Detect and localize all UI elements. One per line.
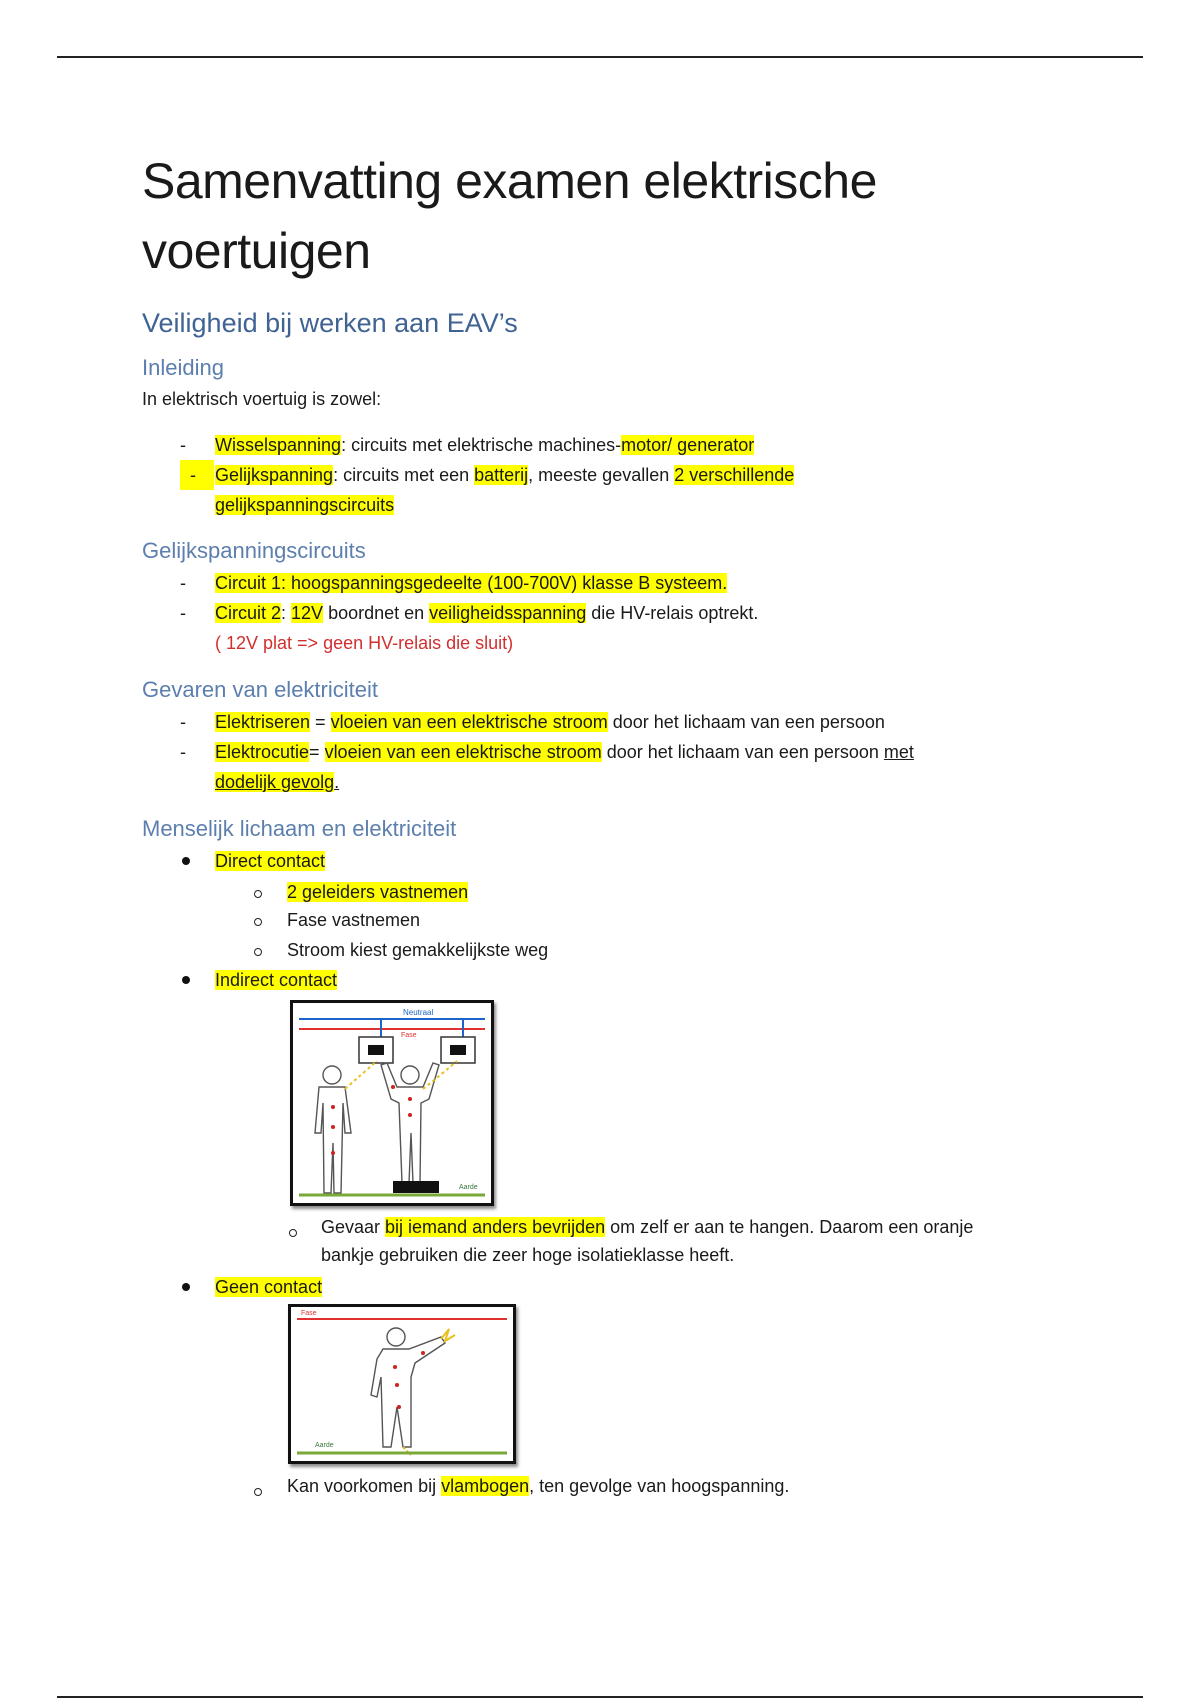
list-item-ac: Wisselspanning: circuits met elektrische machines-motor/ generator — [215, 435, 755, 455]
figure-no-contact — [288, 1304, 516, 1464]
list-item-indirect: Indirect contact — [215, 970, 338, 990]
circle-bullet — [254, 918, 262, 926]
figure-indirect-contact — [290, 1000, 494, 1206]
circle-bullet — [254, 1488, 262, 1496]
bullet — [182, 1283, 190, 1291]
list-item-electrify: Elektriseren = vloeien van een elektrische stroom door het lichaam van een persoon — [215, 712, 885, 732]
list-item-electrocution: Elektrocutie= vloeien van een elektrische stroom door het lichaam van een persoon met — [215, 742, 914, 762]
list-item-no-contact: Geen contact — [215, 1277, 323, 1297]
title-line-1: Samenvatting examen elektrische — [142, 153, 877, 209]
label-phase: Fase — [301, 1310, 317, 1317]
heading-human-body: Menselijk lichaam en elektriciteit — [142, 816, 457, 841]
top-rule — [57, 56, 1143, 58]
circle-bullet — [289, 1229, 297, 1237]
dash-marker: - — [180, 742, 186, 762]
bullet — [182, 976, 190, 984]
page-title — [142, 146, 877, 286]
list-item-circuit-1: Circuit 1: hoogspanningsgedeelte (100-700V) klasse B systeem. — [215, 573, 728, 593]
title-line-2: voertuigen — [142, 223, 371, 279]
dash-marker: - — [180, 573, 186, 593]
heading-intro: Inleiding — [142, 355, 224, 380]
heading-dc-circuits: Gelijkspanningscircuits — [142, 538, 366, 563]
intro-text: In elektrisch voertuig is zowel: — [142, 389, 382, 409]
indirect-note-line-1: Gevaar bij iemand anders bevrijden om zelf er aan te hangen. Daarom een oranje — [321, 1217, 974, 1237]
dash-marker: - — [180, 603, 186, 623]
circle-bullet — [254, 890, 262, 898]
label-earth: Aarde — [459, 1184, 478, 1191]
term-dc: Gelijkspanning — [215, 465, 334, 485]
heading-safety: Veiligheid bij werken aan EAV’s — [142, 308, 518, 338]
label-phase: Fase — [401, 1032, 417, 1039]
label-neutral: Neutraal — [403, 1008, 434, 1017]
term-ac: Wisselspanning — [215, 435, 342, 455]
no-contact-note: Kan voorkomen bij vlambogen, ten gevolge van hoogspanning. — [287, 1476, 790, 1496]
indirect-note-line-2: bankje gebruiken die zeer hoge isolatieklasse heeft. — [321, 1245, 735, 1265]
sub-item-phase: Fase vastnemen — [287, 910, 421, 930]
list-item-dc: Gelijkspanning: circuits met een batterij, meeste gevallen 2 verschillende — [215, 465, 795, 485]
circuit-note: ( 12V plat => geen HV-relais die sluit) — [215, 633, 514, 653]
list-item-dc-cont: gelijkspanningscircuits — [215, 495, 395, 515]
list-item-direct: Direct contact — [215, 851, 326, 871]
bottom-rule — [57, 1696, 1143, 1698]
dash-marker: - — [180, 435, 186, 455]
dash-marker: - — [180, 712, 186, 732]
list-item-circuit-2: Circuit 2: 12V boordnet en veiligheidsspanning die HV-relais optrekt. — [215, 603, 759, 623]
sub-item-two-conductors: 2 geleiders vastnemen — [287, 882, 469, 902]
heading-dangers: Gevaren van elektriciteit — [142, 677, 378, 702]
label-earth: Aarde — [315, 1442, 334, 1449]
no-contact-illustration — [291, 1307, 513, 1461]
circle-bullet — [254, 948, 262, 956]
bullet — [182, 857, 190, 865]
list-item-electrocution-cont: dodelijk gevolg. — [215, 772, 340, 792]
sub-item-path: Stroom kiest gemakkelijkste weg — [287, 940, 549, 960]
indirect-contact-illustration — [293, 1003, 491, 1203]
dash-marker: - — [180, 460, 214, 490]
